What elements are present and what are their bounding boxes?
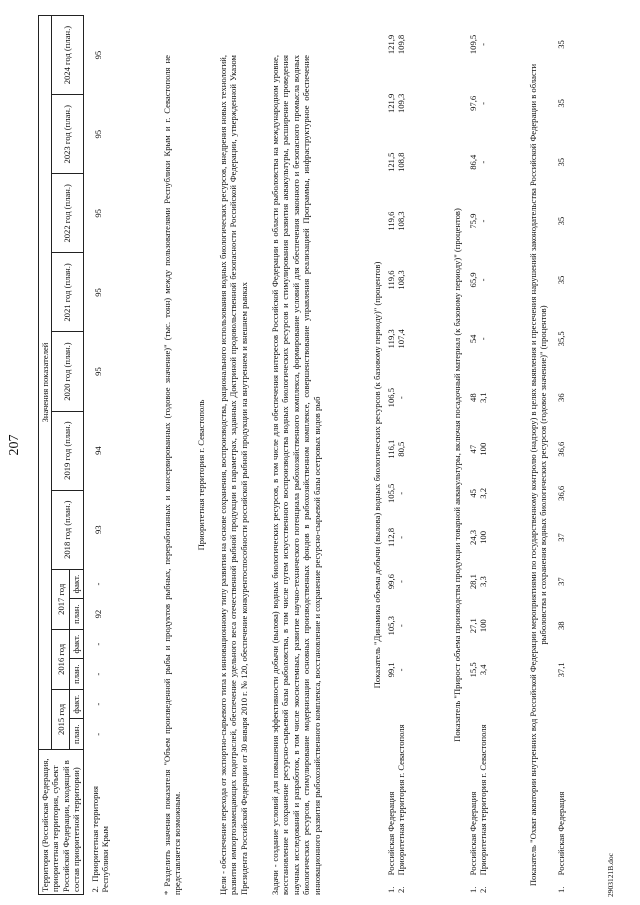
table-cell: 119,6 bbox=[386, 270, 396, 290]
table-cell: 108,3 bbox=[396, 211, 407, 231]
table-cell: 116,1 bbox=[386, 439, 396, 459]
table-cell: 36,6 bbox=[556, 441, 566, 457]
row-territory: Приоритетная территория г. Севастополя bbox=[478, 724, 489, 876]
table-cell: 119,6 bbox=[386, 211, 396, 231]
table-cell: 92 bbox=[92, 609, 103, 619]
year-2016-header: 2016 год bbox=[52, 629, 70, 689]
table-cell: 35 bbox=[556, 40, 566, 49]
table-cell: 3,4 bbox=[478, 664, 489, 676]
table-cell: 95 bbox=[92, 367, 103, 376]
table-cell: - bbox=[92, 642, 103, 646]
table-cell: 27,1 bbox=[468, 618, 478, 634]
table-cell: 99,1 bbox=[386, 662, 396, 678]
fact-subheader: факт. bbox=[70, 569, 83, 599]
table-row bbox=[556, 15, 566, 895]
table-cell: 35 bbox=[556, 157, 566, 167]
year-2015-header: 2015 год bbox=[52, 689, 70, 749]
table-row bbox=[396, 15, 406, 895]
table-cell: 45 bbox=[468, 489, 478, 498]
table-cell: 35 bbox=[556, 216, 566, 226]
table-cell: 65,9 bbox=[468, 272, 478, 288]
table-cell: - bbox=[396, 580, 407, 584]
table-cell: 112,8 bbox=[386, 527, 396, 547]
table-cell: 93 bbox=[92, 525, 103, 535]
territory-column-header: Территория (Российская Федерация, приоритетная территория, субъект Российской Федерации, входящий в состав приоритетной территории) bbox=[39, 750, 84, 895]
table-cell: 109,8 bbox=[396, 34, 407, 55]
table-cell: 95 bbox=[92, 50, 103, 60]
table-cell: 100 bbox=[478, 442, 489, 456]
table-cell: 36,6 bbox=[556, 485, 566, 501]
row-number: 1. bbox=[386, 886, 396, 893]
indicator-title: Показатель "Прирост объема производства продукции товарной аквакультуры, включая посадочный материал (к базовому периоду)" (процентов) bbox=[452, 208, 462, 742]
indicator-table bbox=[556, 15, 566, 895]
footnote: * Разделить значения показателя "Объем произведенной рыбы и продуктов рыбных, переработанных и консервированных (годовое значение)" (тыс. тонн) между пользователями Республики Крым и г. Севастополя не представляется возможным. bbox=[162, 55, 183, 895]
table-cell: 105,5 bbox=[386, 483, 396, 503]
table-cell: - bbox=[396, 536, 407, 539]
table-cell: - bbox=[92, 702, 103, 706]
table-cell: 121,9 bbox=[386, 93, 396, 114]
table-cell: - bbox=[396, 396, 407, 400]
table-cell: 106,5 bbox=[386, 388, 396, 408]
row-territory: Российская Федерация bbox=[386, 791, 396, 876]
year-2022-header: 2022 год (план.) bbox=[52, 174, 83, 253]
table-cell: 95 bbox=[92, 288, 103, 297]
year-2019-header: 2019 год (план.) bbox=[52, 411, 83, 490]
table-cell: 105,3 bbox=[386, 616, 396, 636]
row-number: 2. bbox=[89, 886, 100, 893]
table-cell: 95 bbox=[92, 129, 103, 139]
year-2017-header: 2017 год bbox=[52, 569, 70, 629]
values-group-header: Значения показателей bbox=[39, 16, 52, 750]
table-cell: 3,3 bbox=[478, 576, 489, 587]
table-cell: 94 bbox=[92, 446, 103, 455]
year-2023-header: 2023 год (план.) bbox=[52, 95, 83, 174]
table-cell: - bbox=[92, 732, 103, 736]
section-title: Приоритетная территория г. Севастополь bbox=[196, 399, 206, 551]
row-territory: Российская Федерация bbox=[468, 791, 478, 876]
plan-subheader: план. bbox=[70, 599, 83, 630]
table-cell: 38 bbox=[556, 621, 566, 631]
table-cell: 54 bbox=[468, 334, 478, 344]
table-cell: - bbox=[396, 491, 407, 495]
table-cell: 75,9 bbox=[468, 213, 478, 229]
table-row bbox=[83, 16, 111, 895]
table-cell: - bbox=[478, 278, 489, 282]
row-territory: Российская Федерация bbox=[556, 791, 566, 876]
year-2018-header: 2018 год (план.) bbox=[52, 490, 83, 569]
table-cell: 15,5 bbox=[468, 662, 478, 678]
page-number: 207 bbox=[7, 434, 22, 456]
table-cell: 86,4 bbox=[468, 154, 478, 170]
table-cell: 36 bbox=[556, 393, 566, 402]
table-cell: 100 bbox=[478, 619, 489, 633]
table-cell: - bbox=[396, 624, 407, 628]
table-cell: 37 bbox=[556, 577, 566, 586]
row-number: 2. bbox=[478, 886, 489, 893]
table-cell: 121,5 bbox=[386, 152, 396, 172]
indicator-table bbox=[386, 15, 407, 895]
row-number: 1. bbox=[556, 886, 566, 893]
table-cell: 48 bbox=[468, 393, 478, 402]
tasks-paragraph: Задачи - создание условий для повышения эффективности добычи (вылова) водных биологических ресурсов, в том числе для обеспечения интересов Российской Федерации в области рыболовства на международном уровне, восстановление и сохранение ресурсно-сырьевой базы рыболовства, в том числе путем искусственного воспроизводства водных биологических ресурсов и стимулирования развития аквакультуры, расширение проведения научных исследований и разработок, в том числе экосистемных, развитие научно-технического потенциала рыбохозяйственного комплекса, формирование условий для обеспечения законного и безопасного промысла водных биологических ресурсов, стимулирование модернизации основных производственных фондов в рыбохозяйственном комплексе, совершенствование управления реализацией Программы, инфраструктурное обеспечение инновационного развития рыбохозяйственного комплекса, восстановление и сохранение ресурсно-сырьевой базы осетровых видов рыб bbox=[270, 55, 322, 895]
indicator-title: Показатель "Динамика объема добычи (вылова) водных биологических ресурсов (к базовому периоду)" (процентов) bbox=[372, 261, 382, 689]
plan-subheader: план. bbox=[70, 659, 83, 690]
table-cell: 95 bbox=[92, 209, 103, 218]
row-territory: Приоритетная территория г. Севастополя bbox=[396, 724, 407, 876]
table-cell: 97,6 bbox=[468, 95, 478, 111]
table-cell: 35,5 bbox=[556, 331, 566, 347]
goal-paragraph: Цели - обеспечение перехода от экспортно-сырьевого типа к инновационному типу развития на основе сохранения, воспроизводства, рационального использования водных биологических ресурсов, внедрения новых технологий, развития импортозамещающих подотраслей, обеспечение удельного веса отечественной рыбной продукции в параметрах, заданных Доктриной продовольственной безопасности Российской Федерации, утвержденной Указом Президента Российской Федерации от 30 января 2010 г. № 120, обеспечение конкурентоспособности российской рыбной продукции на внутреннем и внешнем рынках bbox=[218, 55, 249, 895]
table-cell: 80,5 bbox=[396, 441, 407, 457]
table-cell: 3,2 bbox=[478, 487, 489, 499]
year-2024-header: 2024 год (план.) bbox=[52, 16, 83, 95]
table-cell: 35 bbox=[556, 275, 566, 285]
table-cell: 28,1 bbox=[468, 574, 478, 590]
fact-subheader: факт. bbox=[70, 689, 83, 719]
table-cell: - bbox=[478, 219, 489, 223]
table-row bbox=[478, 15, 488, 895]
table-cell: 3,1 bbox=[478, 392, 489, 404]
table-cell: 35 bbox=[556, 99, 566, 108]
table-cell: - bbox=[92, 672, 103, 676]
indicator-title: Показатель "Охват акватории внутренних вод Российской Федерации мероприятиями по государственному контролю (надзору) в целях выявления и пресечения нарушений законодательства Российской Федерации в области рыболовства и сохранения водных биологических ресурсов (годовое значение)" (процентов) bbox=[528, 63, 549, 887]
table-cell: 109,5 bbox=[468, 34, 478, 55]
table-cell: 107,4 bbox=[396, 329, 407, 349]
header-table bbox=[38, 15, 112, 895]
row-territory: Приоритетная территория Республики Крым bbox=[89, 786, 111, 893]
year-2021-header: 2021 год (план.) bbox=[52, 253, 83, 332]
table-cell: 99,6 bbox=[386, 574, 396, 590]
table-row bbox=[386, 15, 396, 895]
row-label bbox=[83, 750, 111, 895]
table-cell: - bbox=[396, 668, 407, 672]
table-cell: 47 bbox=[468, 444, 478, 454]
table-cell: 121,9 bbox=[386, 34, 396, 55]
table-cell: - bbox=[478, 337, 489, 341]
fact-subheader: факт. bbox=[70, 629, 83, 659]
footer-filename: 2903121В.doc bbox=[606, 853, 615, 897]
table-cell: 24,3 bbox=[468, 529, 478, 545]
table-cell: - bbox=[478, 43, 489, 46]
table-cell: 108,3 bbox=[396, 270, 407, 290]
table-cell: 37,1 bbox=[556, 662, 566, 678]
table-cell: 100 bbox=[478, 531, 489, 544]
row-number: 1. bbox=[468, 886, 478, 893]
table-cell: 37 bbox=[556, 533, 566, 542]
row-number: 2. bbox=[396, 886, 407, 893]
year-2020-header: 2020 год (план.) bbox=[52, 332, 83, 411]
plan-subheader: план. bbox=[70, 719, 83, 750]
table-cell: 109,3 bbox=[396, 93, 407, 114]
table-row bbox=[468, 15, 478, 895]
table-cell: 108,8 bbox=[396, 152, 407, 172]
indicator-table bbox=[468, 15, 489, 895]
table-cell: - bbox=[92, 582, 103, 586]
table-cell: 119,3 bbox=[386, 329, 396, 349]
table-cell: - bbox=[478, 160, 489, 164]
table-cell: - bbox=[478, 101, 489, 105]
